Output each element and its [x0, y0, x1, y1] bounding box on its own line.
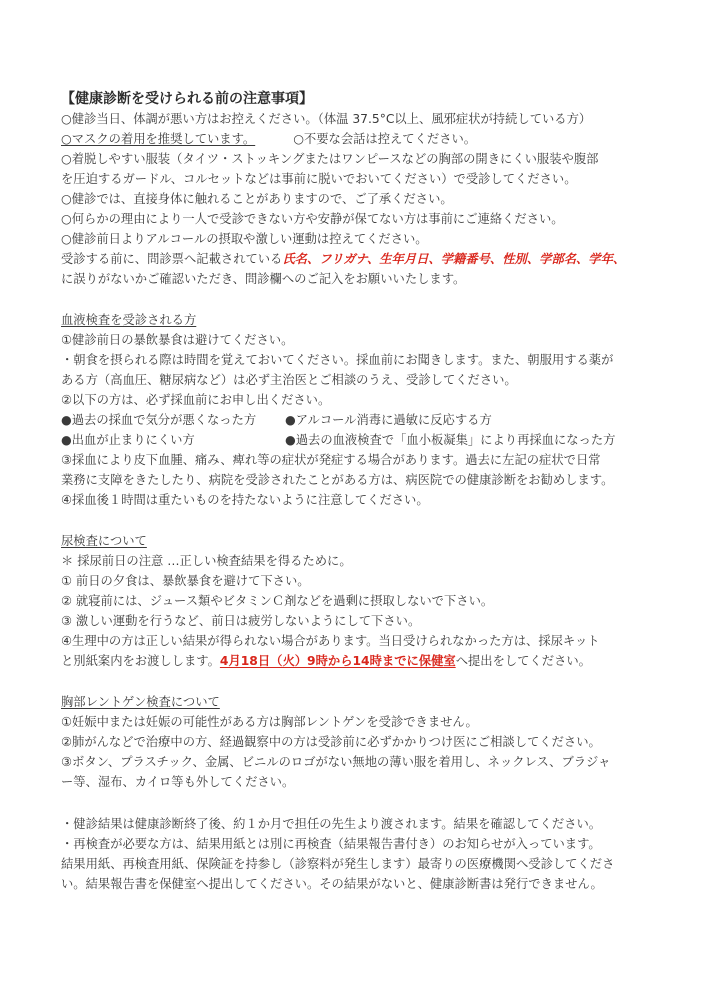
intro-line-8	[61, 250, 625, 269]
chest-xray-heading: 胸部レントゲン検査について	[61, 695, 220, 709]
blood-line-2: ・朝食を摂られる際は時間を覚えておいてください。採血前にお聞きします。また、朝服用する薬が	[61, 353, 614, 367]
blood-line-9: ④採血後１時間は重たいものを持たないように注意してください。	[61, 493, 429, 507]
submission-deadline-highlight: 4月18日（火）9時から14時までに保健室	[219, 654, 456, 668]
urine-line-6-tail: へ提出をしてください。	[455, 654, 591, 668]
page-title: 【健康診断を受けられる前の注意事項】	[61, 91, 313, 107]
blood-line-3: ある方（高血圧、糖尿病など）は必ず主治医とご相談のうえ、受診してください。	[61, 373, 517, 387]
blood-line-1: ①健診前日の暴飲暴食は避けてください。	[61, 333, 294, 347]
blood-line-5a: ●過去の採血で気分が悪くなった方	[61, 413, 257, 427]
urine-line-6	[61, 652, 591, 671]
blood-line-6b: ●過去の血液検査で「血小板凝集」により再採血になった方	[285, 433, 616, 447]
xray-line-3: ③ボタン、プラスチック、金属、ビニルのロゴがない無地の薄い服を着用し、ネックレス、ブラジャ	[61, 755, 611, 769]
urine-test-heading: 尿検査について	[61, 534, 147, 548]
intro-line-4: を圧迫するガードル、コルセットなどは事前に脱いでおいてください）で受診してください。	[61, 172, 577, 186]
urine-line-3: ② 就寝前には、ジュース類やビタミンＣ剤などを過剰に摂取しないで下さい。	[61, 594, 494, 608]
xray-line-4: ー等、湿布、カイロ等も外してください。	[61, 775, 295, 789]
conversation-note: ○不要な会話は控えてください。	[293, 132, 477, 146]
xray-line-1: ①妊娠中または妊娠の可能性がある方は胸部レントゲンを受診できません。	[61, 715, 478, 729]
blood-line-6a: ●出血が止まりにくい方	[61, 433, 195, 447]
urine-line-5: ④生理中の方は正しい結果が得られない場合があります。当日受けられなかった方は、採尿キット	[61, 634, 600, 648]
blood-line-8: 業務に支障をきたしたり、病院を受診されたことがある方は、病医院での健康診断をお勧めします。	[61, 473, 614, 487]
xray-line-2: ②肺がんなどで治療中の方、経過観察中の方は受診前に必ずかかりつけ医にご相談してください。	[61, 735, 601, 749]
blood-line-5b: ●アルコール消毒に過敏に反応する方	[285, 413, 492, 427]
intro-line-6: ○何らかの理由により一人で受診できない方や安静が保てない方は事前にご連絡ください。	[61, 212, 564, 226]
intro-line-5: ○健診では、直接身体に触れることがありますので、ご了承ください。	[61, 192, 453, 206]
urine-line-4: ③ 激しい運動を行うなど、前日は疲労しないようにして下さい。	[61, 614, 421, 628]
intro-line-1: ○健診当日、体調が悪い方はお控えください。（体温 37.5°C以上、風邪症状が持続している方）	[61, 112, 592, 126]
results-line-3: 結果用紙、再検査用紙、保険証を持参し（診察料が発生します）最寄りの医療機関へ受診してくださ	[61, 857, 615, 871]
intro-line-8-text: 受診する前に、問診票へ記載されている	[61, 252, 283, 266]
mask-note: ○マスクの着用を推奨しています。	[61, 132, 256, 146]
blood-line-4: ②以下の方は、必ず採血前にお申し出ください。	[61, 393, 331, 407]
results-line-2: ・再検査が必要な方は、結果用紙とは別に再検査（結果報告書付き）のお知らせが入っています。	[61, 837, 601, 851]
results-line-4: い。結果報告書を保健室へ提出してください。その結果がないと、健康診断書は発行できません。	[61, 877, 603, 891]
required-fields-highlight: 氏名、フリガナ、生年月日、学籍番号、性別、学部名、学年、	[282, 252, 626, 266]
urine-line-6-text: と別紙案内をお渡しします。	[61, 654, 220, 668]
intro-line-7: ○健診前日よりアルコールの摂取や激しい運動は控えてください。	[61, 232, 428, 246]
intro-line-9: に誤りがないかご確認いただき、問診欄へのご記入をお願いいたします。	[61, 272, 466, 286]
intro-line-2	[61, 130, 476, 149]
urine-line-2: ① 前日の夕食は、暴飲暴食を避けて下さい。	[61, 574, 310, 588]
blood-test-heading: 血液検査を受診される方	[61, 313, 197, 327]
blood-line-7: ③採血により皮下血腫、痛み、痺れ等の症状が発症する場合があります。過去に左記の症状で日常	[61, 453, 601, 467]
intro-line-3: ○着脱しやすい服装（タイツ・ストッキングまたはワンピースなどの胸部の開きにくい服装や腹部	[61, 152, 599, 166]
results-line-1: ・健診結果は健康診断終了後、約１か月で担任の先生より渡されます。結果を確認してください。	[61, 817, 602, 831]
urine-line-1: ＊ 採尿前日の注意 …正しい検査結果を得るために。	[61, 554, 352, 568]
